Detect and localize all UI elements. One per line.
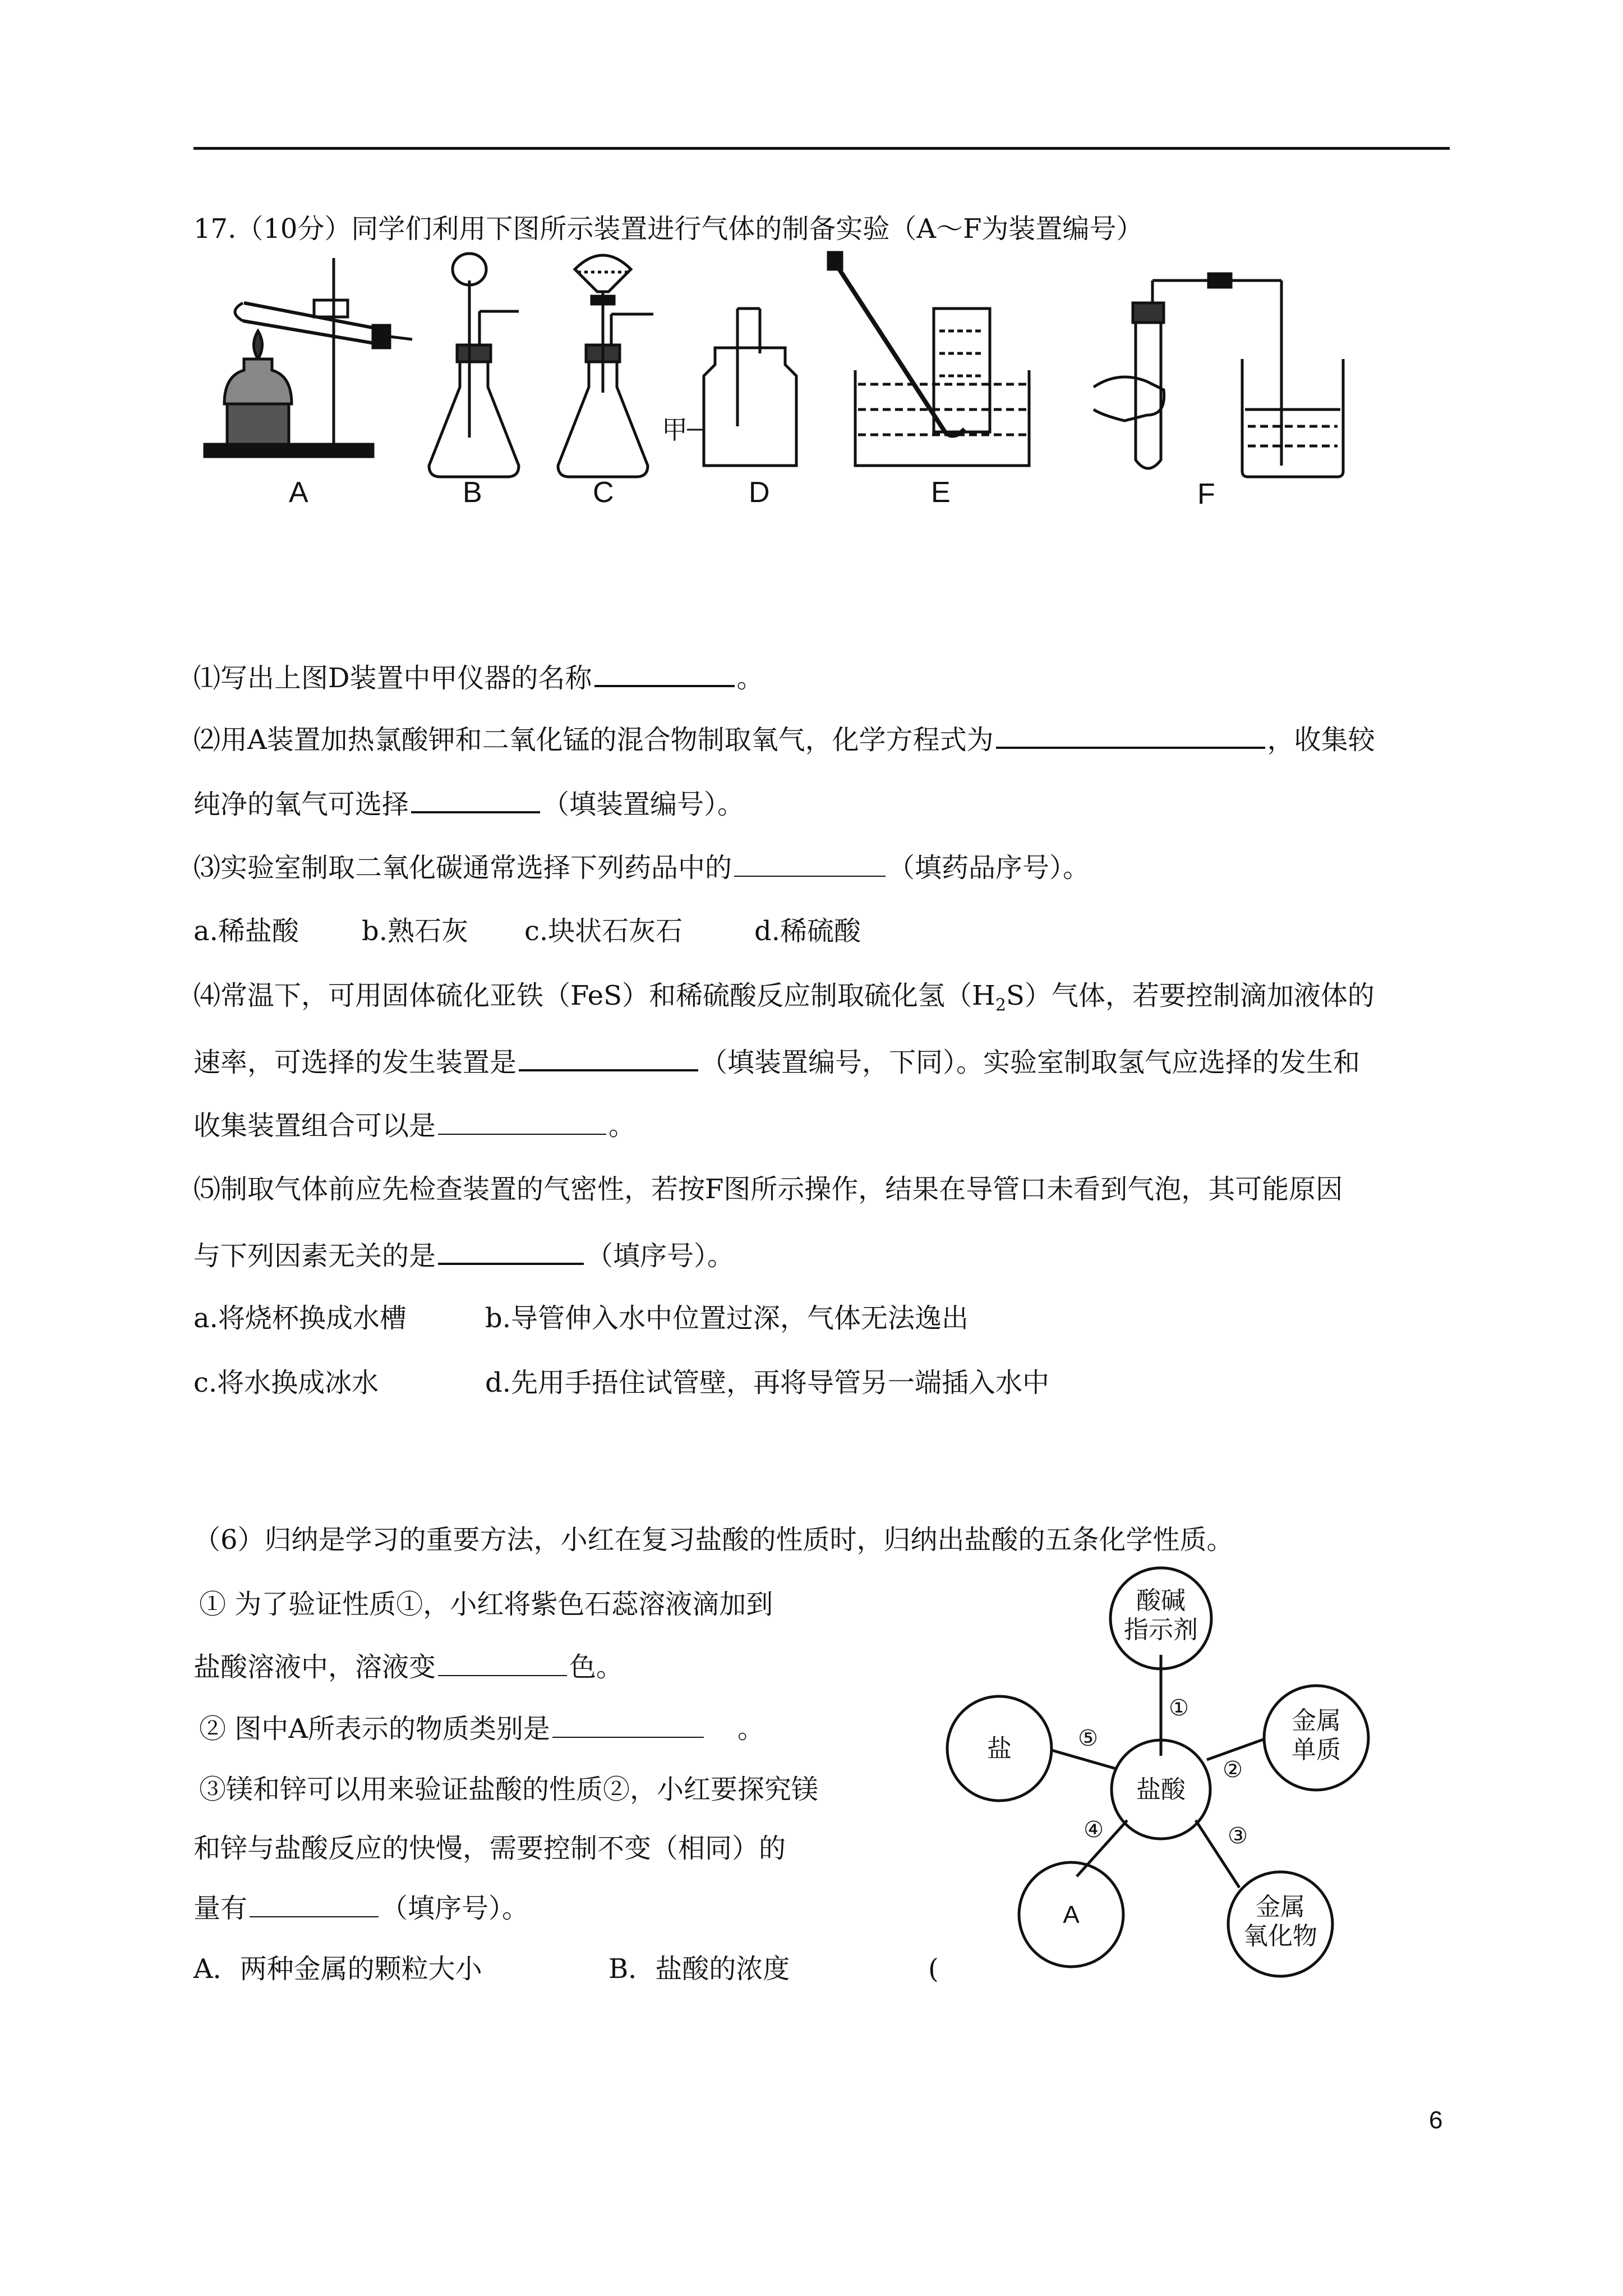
edge-num-3: ③	[1228, 1824, 1248, 1848]
apparatus-label-a: A	[289, 476, 308, 509]
q5-option-b: b.导管伸入水中位置过深，气体无法逸出	[485, 1303, 969, 1334]
q6-p2-line: ② 图中A所表示的物质类别是 。	[199, 1711, 764, 1746]
q6-p3-line3: 量有 （填序号）。	[193, 1890, 529, 1925]
edge-num-1: ①	[1169, 1696, 1189, 1720]
q3-option-c: c.块状石灰石	[524, 915, 683, 947]
page-number: 6	[1429, 2106, 1443, 2134]
q4-combo-blank[interactable]	[438, 1108, 606, 1135]
apparatus-d-drawing	[687, 309, 796, 466]
header-rule	[193, 147, 1450, 150]
q1-answer-blank[interactable]	[594, 659, 735, 687]
question-header: 17.（10分）同学们利用下图所示装置进行气体的制备实验（A～F为装置编号）	[193, 213, 1144, 245]
apparatus-a-drawing	[205, 258, 412, 457]
q6-control-blank[interactable]	[250, 1890, 379, 1917]
edge-num-4: ④	[1083, 1818, 1104, 1842]
apparatus-f-drawing	[1094, 274, 1343, 477]
hcl-properties-diagram	[920, 1565, 1402, 1980]
node-metal-label-2: 单质	[1292, 1736, 1341, 1764]
q3-line: ⑶实验室制取二氧化碳通常选择下列药品中的 （填药品序号）。	[193, 850, 1090, 885]
q5-option-c: c.将水换成冰水	[193, 1367, 379, 1398]
q3-option-a: a.稀盐酸	[193, 915, 299, 947]
q6-options-row	[193, 1952, 939, 1986]
apparatus-label-d: D	[749, 476, 770, 509]
q4-line1: ⑷常温下，可用固体硫化亚铁（FeS）和稀硫酸反应制取硫化氢$(H_2S)$气体，若要控制滴加液体的	[193, 980, 1375, 1015]
q5-answer-blank[interactable]	[438, 1237, 584, 1265]
q6-p1-line2: 盐酸溶液中，溶液变 色。	[193, 1649, 623, 1684]
apparatus-figure	[193, 247, 1371, 516]
edge-num-2: ②	[1223, 1757, 1243, 1782]
q2-collect-blank[interactable]	[411, 785, 540, 813]
q4-device-blank[interactable]	[519, 1043, 698, 1071]
apparatus-label-f: F	[1197, 478, 1215, 510]
apparatus-b-drawing	[429, 254, 519, 477]
edge-num-5: ⑤	[1078, 1726, 1098, 1751]
apparatus-d-part-label: 甲	[662, 415, 688, 444]
node-salt-label: 盐	[987, 1735, 1012, 1763]
node-indicator-label-1: 酸碱	[1136, 1587, 1186, 1614]
q6-p3-line2: 和锌与盐酸反应的快慢，需要控制不变（相同）的	[193, 1833, 786, 1864]
q6-p1-line1: ① 为了验证性质①，小红将紫色石蕊溶液滴加到	[199, 1589, 773, 1620]
q4-line2: 速率，可选择的发生装置是 （填装置编号，下同）。实验室制取氢气应选择的发生和	[193, 1043, 1360, 1079]
node-metal-oxide-label-1: 金属	[1256, 1893, 1305, 1921]
apparatus-label-e: E	[931, 476, 951, 509]
node-metal-oxide-label-2: 氧化物	[1243, 1922, 1317, 1950]
q6-option-b: B．盐酸的浓度	[608, 1953, 790, 1985]
q5-option-a: a.将烧杯换成水槽	[193, 1303, 407, 1334]
q2-equation-blank[interactable]	[996, 721, 1265, 749]
q5-line1: ⑸制取气体前应先检查装置的气密性，若按F图所示操作，结果在导管口未看到气泡，其可能原因	[193, 1174, 1343, 1205]
apparatus-label-b: B	[463, 476, 482, 509]
q5-options-row1	[193, 1301, 969, 1335]
node-metal-label-1: 金属	[1292, 1707, 1341, 1734]
q6-intro: （6）归纳是学习的重要方法，小红在复习盐酸的性质时，归纳出盐酸的五条化学性质。	[193, 1524, 1234, 1556]
q2-line1: ⑵用A装置加热氯酸钾和二氧化锰的混合物制取氧气，化学方程式为 ，收集较	[193, 721, 1375, 757]
apparatus-label-c: C	[593, 476, 614, 509]
q5-line2: 与下列因素无关的是 （填序号）。	[193, 1237, 734, 1273]
q3-option-b: b.熟石灰	[362, 915, 468, 947]
q3-answer-blank[interactable]	[734, 850, 886, 877]
q5-option-d: d.先用手捂住试管壁，再将导管另一端插入水中	[485, 1367, 1049, 1398]
node-indicator-label-2: 指示剂	[1124, 1616, 1198, 1644]
q6-option-a: A．两种金属的颗粒大小	[193, 1953, 482, 1985]
q6-p3-line1: ③镁和锌可以用来验证盐酸的性质②，小红要探究镁	[199, 1774, 819, 1805]
q3-option-d: d.稀硫酸	[754, 915, 861, 947]
q2-line2: 纯净的氧气可选择 （填装置编号）。	[193, 785, 744, 821]
apparatus-c-drawing	[558, 255, 653, 477]
q3-options	[193, 914, 861, 948]
q6-category-blank[interactable]	[552, 1711, 704, 1738]
node-center-label: 盐酸	[1136, 1776, 1186, 1803]
q6-option-trail: (	[928, 1953, 939, 1985]
apparatus-e-drawing	[828, 252, 1029, 466]
q1-line: ⑴写出上图D装置中甲仪器的名称 。	[193, 659, 764, 695]
q4-line3: 收集装置组合可以是 。	[193, 1108, 635, 1143]
q5-options-row2	[193, 1366, 1049, 1400]
q6-color-blank[interactable]	[438, 1649, 567, 1676]
node-a-label: A	[1063, 1901, 1080, 1929]
